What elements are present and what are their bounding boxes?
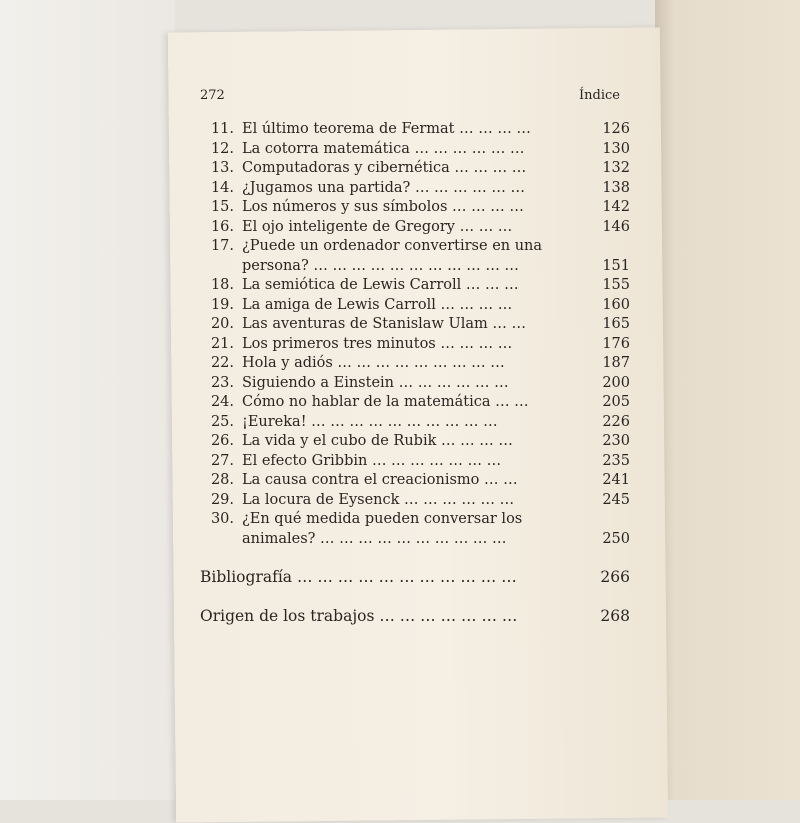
toc-entry-bibliografia	[200, 568, 630, 588]
entry-title: Origen de los trabajos … … … … … … …	[200, 606, 518, 625]
entry-page: 160	[602, 296, 630, 313]
entry-title: ¿Puede un ordenador convertirse en una persona? … … … … … … … … … … …	[242, 238, 543, 274]
entry-number: 13.	[210, 160, 234, 176]
entry-number: 12.	[210, 140, 234, 157]
entry-title: El efecto Gribbin … … … … … … …	[242, 452, 502, 469]
entry-number: 11.	[210, 121, 234, 137]
toc-entry	[200, 510, 630, 549]
entry-title: Siguiendo a Einstein … … … … … …	[242, 374, 509, 391]
entry-page: 268	[600, 606, 630, 625]
toc-entry	[200, 393, 630, 413]
page-header	[200, 88, 620, 108]
background-left	[0, 0, 175, 800]
entry-title: Computadoras y cibernética … … … …	[242, 160, 527, 176]
entry-page: 241	[602, 472, 630, 488]
entry-page: 226	[602, 413, 630, 430]
toc-entry	[200, 237, 630, 276]
entry-page: 130	[602, 140, 630, 157]
entry-title: Las aventuras de Stanislaw Ulam … …	[242, 316, 526, 332]
entry-title: Bibliografía … … … … … … … … … … …	[200, 568, 517, 586]
entry-number: 16.	[210, 218, 234, 235]
toc-entry	[200, 159, 630, 179]
entry-page: 132	[602, 160, 630, 176]
toc-entry	[200, 471, 630, 491]
toc-entry	[200, 432, 630, 452]
entry-number: 30.	[210, 511, 234, 527]
entry-page: 142	[602, 199, 630, 215]
entry-number: 25.	[210, 413, 234, 430]
toc-entry	[200, 179, 630, 199]
entry-number: 21.	[210, 335, 234, 352]
entry-page: 151	[602, 257, 630, 274]
entry-title: La vida y el cubo de Rubik … … … …	[242, 433, 513, 449]
entry-title: Los números y sus símbolos … … … …	[242, 199, 524, 215]
entry-page: 230	[602, 433, 630, 449]
entry-number: 29.	[210, 491, 234, 508]
toc-entry	[200, 218, 630, 238]
entry-title: El ojo inteligente de Gregory … … …	[242, 218, 513, 235]
entry-title: ¡Eureka! … … … … … … … … … …	[242, 413, 498, 430]
entry-page: 138	[602, 179, 630, 196]
toc-entry	[200, 198, 630, 218]
toc-entry	[200, 276, 630, 296]
entry-title: Los primeros tres minutos … … … …	[242, 335, 513, 352]
entry-title: La locura de Eysenck … … … … … …	[242, 491, 515, 508]
entry-number: 28.	[210, 472, 234, 488]
entry-title: La cotorra matemática … … … … … …	[242, 140, 525, 157]
entry-number: 17.	[210, 238, 234, 254]
entry-number: 15.	[210, 199, 234, 215]
toc-entry	[200, 452, 630, 472]
entry-title: La semiótica de Lewis Carroll … … …	[242, 277, 519, 293]
entry-title: Hola y adiós … … … … … … … … …	[242, 355, 505, 371]
entry-page: 146	[602, 218, 630, 235]
entry-page: 126	[602, 121, 630, 137]
table-of-contents	[200, 120, 630, 626]
entry-page: 155	[602, 277, 630, 293]
entry-number: 27.	[210, 452, 234, 469]
toc-entry	[200, 335, 630, 355]
toc-entry-origen	[200, 607, 630, 627]
page-number: 272	[200, 88, 225, 103]
entry-title: ¿En qué medida pueden conversar los animales? … … … … … … … … … …	[242, 511, 523, 547]
toc-entry	[200, 120, 630, 140]
entry-number: 22.	[210, 355, 234, 371]
entry-page: 266	[600, 568, 630, 586]
entry-number: 23.	[210, 374, 234, 391]
toc-entry	[200, 354, 630, 374]
entry-number: 24.	[210, 394, 234, 410]
toc-entry	[200, 296, 630, 316]
entry-number: 20.	[210, 316, 234, 332]
toc-entry	[200, 413, 630, 433]
entry-number: 18.	[210, 277, 234, 293]
facing-page	[655, 0, 800, 800]
toc-entry	[200, 491, 630, 511]
entry-title: La causa contra el creacionismo … …	[242, 472, 518, 488]
toc-entry	[200, 315, 630, 335]
entry-title: Cómo no hablar de la matemática … …	[242, 394, 529, 410]
entry-page: 176	[602, 335, 630, 352]
entry-number: 14.	[210, 179, 234, 196]
entry-number: 19.	[210, 296, 234, 313]
entry-title: ¿Jugamos una partida? … … … … … …	[242, 179, 525, 196]
entry-number: 26.	[210, 433, 234, 449]
entry-title: El último teorema de Fermat … … … …	[242, 121, 531, 137]
entry-title: La amiga de Lewis Carroll … … … …	[242, 296, 513, 313]
toc-entry	[200, 374, 630, 394]
entry-page: 250	[602, 530, 630, 547]
entry-page: 187	[602, 355, 630, 371]
entry-page: 245	[602, 491, 630, 508]
entry-page: 205	[602, 394, 630, 410]
entry-page: 200	[602, 374, 630, 391]
toc-entry	[200, 140, 630, 160]
running-title: Índice	[579, 88, 620, 103]
entry-page: 165	[602, 316, 630, 332]
entry-page: 235	[602, 452, 630, 469]
